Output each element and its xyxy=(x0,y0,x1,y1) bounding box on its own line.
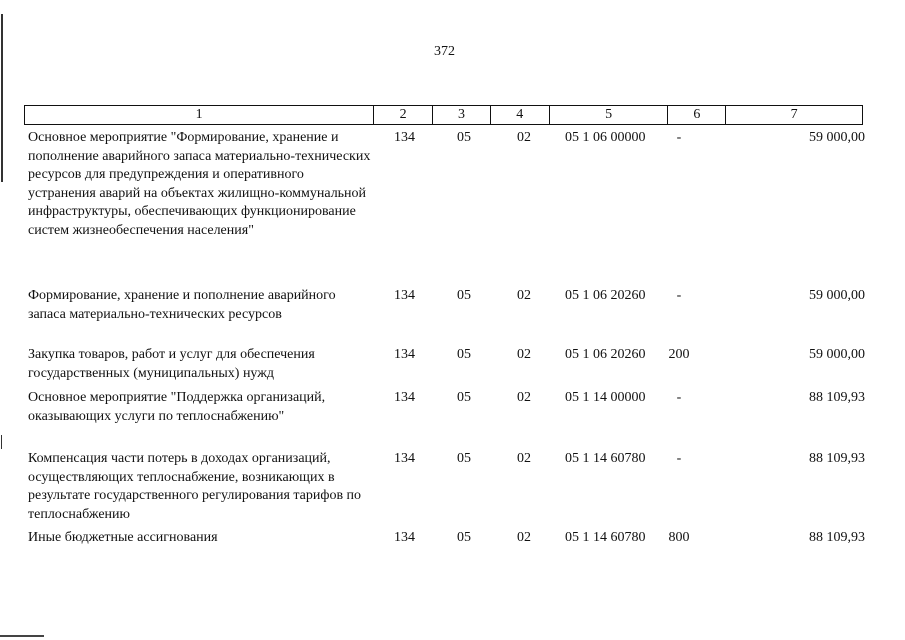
column-header-4: 4 xyxy=(491,106,550,124)
row-subsection: 02 xyxy=(517,288,531,303)
row-admin-code: 134 xyxy=(394,130,415,145)
row-name: Основное мероприятие "Формирование, хранение и пополнение аварийного запаса материально-технических ресурсов для предупреждения и оперативного устранения аварий на объектах жилищно-коммунальной инфраструктуры, обеспечивающих функционирование систем жизнеобеспечения населения" xyxy=(28,130,371,238)
row-admin-code: 134 xyxy=(394,390,415,405)
row-target-article: 05 1 14 60780 xyxy=(565,451,646,466)
column-header-1: 1 xyxy=(25,106,374,124)
row-admin-code: 134 xyxy=(394,451,415,466)
row-section: 05 xyxy=(457,288,471,303)
row-name: Закупка товаров, работ и услуг для обеспечения государственных (муниципальных) нужд xyxy=(28,347,315,381)
column-header-5: 5 xyxy=(550,106,669,124)
row-subsection: 02 xyxy=(517,130,531,145)
row-expense-type: - xyxy=(676,390,682,405)
column-header-7: 7 xyxy=(790,107,798,122)
column-header-6: 6 xyxy=(668,106,726,124)
row-expense-type: - xyxy=(676,288,682,303)
row-name: Формирование, хранение и пополнение аварийного запаса материально-технических ресурсов xyxy=(28,288,336,322)
scan-edge-mark xyxy=(1,14,3,182)
column-header-2: 2 xyxy=(374,106,433,124)
row-amount: 59 000,00 xyxy=(809,347,865,362)
row-target-article: 05 1 14 00000 xyxy=(565,390,646,405)
scan-bottom-mark xyxy=(0,635,44,637)
row-amount: 88 109,93 xyxy=(809,451,865,466)
scan-edge-mark xyxy=(1,435,2,449)
row-subsection: 02 xyxy=(517,451,531,466)
row-admin-code: 134 xyxy=(394,530,415,545)
row-target-article: 05 1 06 00000 xyxy=(565,130,646,145)
row-target-article: 05 1 06 20260 xyxy=(565,347,646,362)
row-name: Иные бюджетные ассигнования xyxy=(28,530,218,545)
row-amount: 88 109,93 xyxy=(809,390,865,405)
row-name: Основное мероприятие "Поддержка организаций, оказывающих услуги по теплоснабжению" xyxy=(28,390,326,424)
page-number: 372 xyxy=(434,44,455,59)
row-expense-type: - xyxy=(676,130,682,145)
row-amount: 59 000,00 xyxy=(809,288,865,303)
row-admin-code: 134 xyxy=(394,347,415,362)
row-subsection: 02 xyxy=(517,347,531,362)
row-name: Компенсация части потерь в доходах организаций, осуществляющих теплоснабжение, возникающих в результате государственного регулирования тарифов по теплоснабжению xyxy=(28,451,362,522)
row-expense-type: 200 xyxy=(668,347,690,362)
row-expense-type: - xyxy=(676,451,682,466)
row-admin-code: 134 xyxy=(394,288,415,303)
row-expense-type: 800 xyxy=(668,530,690,545)
row-target-article: 05 1 14 60780 xyxy=(565,530,646,545)
column-header-3: 3 xyxy=(433,106,491,124)
row-section: 05 xyxy=(457,390,471,405)
row-section: 05 xyxy=(457,347,471,362)
row-section: 05 xyxy=(457,530,471,545)
row-amount: 59 000,00 xyxy=(809,130,865,145)
row-amount: 88 109,93 xyxy=(809,530,865,545)
row-subsection: 02 xyxy=(517,530,531,545)
row-section: 05 xyxy=(457,130,471,145)
row-target-article: 05 1 06 20260 xyxy=(565,288,646,303)
row-subsection: 02 xyxy=(517,390,531,405)
row-section: 05 xyxy=(457,451,471,466)
table-header-row xyxy=(24,105,863,125)
